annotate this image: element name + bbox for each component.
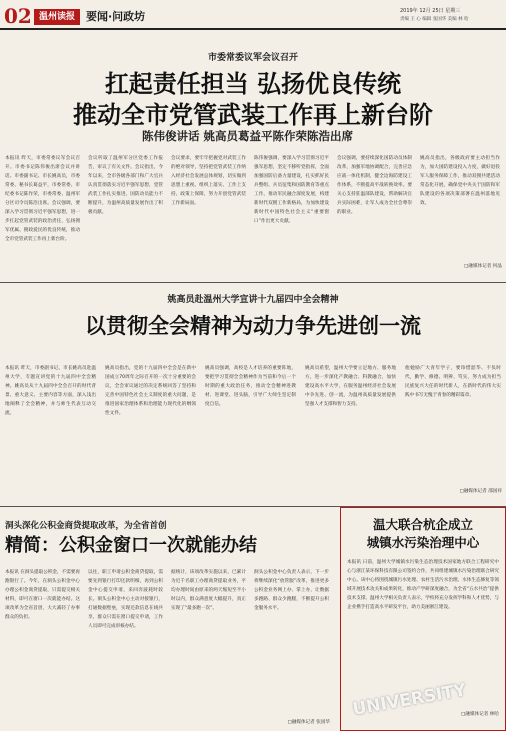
article3-kicker: 洞头深化公积金商贷提取改革，为全省首创 (5, 521, 167, 531)
article2-reporter: □融媒体记者 邵国祥 (459, 489, 502, 494)
article3-column-4: 洞头公积金中心负责人表示，下一步将继续深化“放管服”改革，推进更多公积金业务网上办、掌上办，让数据多跑路、群众少跑腿，不断提升公积金服务水平。 (254, 570, 329, 611)
article4-headline-line1: 温大联合杭企成立 (372, 517, 473, 532)
article1-column-1: 本报讯 昨天，市委常委议军会议召开。市委书记陈伟俊出席会议并讲话。市委副书记、市长姚高员，市委常委、秘书长葛益平，市委常委、市纪委书记陈作荣，市委常委、温州军分区司令员陈浩出席。会议强调，要深入学习贯彻习近平强军思想，进一步扛起党管武装的政治责任，弘扬拥军优属、拥政爱民的优良传统，推动全市党管武装工作再上新台阶。 (5, 156, 80, 242)
article1-headline-line1: 扛起责任担当 弘扬优良传统 (104, 69, 402, 98)
watermark: UNIVERSITY (351, 680, 468, 720)
article1-column-2: 会议听取了温州军分区党委工作报告，审议了有关文件。会议指出，今年以来，全市各级各部门和广大官兵认真贯彻落实习近平强军思想，党管武装工作扎实推进，国防动员能力不断提升，为温州高质量发展作出了积极贡献。 (88, 156, 163, 215)
staff-credits: 责编 王 心 编辑 张国华 美编 林 哈 (400, 17, 469, 22)
article4-headline-line2: 城镇水污染治理中心 (366, 535, 480, 550)
issue-date: 2019年 12月 25日 星期三 (400, 8, 461, 14)
article3-reporter: □融媒体记者 张国华 (287, 720, 330, 725)
article3-column-3: 据统计，该项改革实施以来，已累计为近千名职工办理商贷提取业务，平均办理时间由原来的两天缩短至半小时以内，群众满意度大幅提升，真正实现了“最多跑一次”。 (171, 570, 246, 611)
article1-column-6: 姚高员指出，各级政府要主动担当作为，加大国防建设投入力度，做好退役军人服务保障工作，推动双拥共建活动常态化开展，确保党中央关于国防和军队建设的各项决策部署在温州落地见效。 (420, 156, 500, 206)
article1-kicker: 市委常委议军会议召开 (207, 53, 298, 63)
article2-column-3: 姚高员强调，高校是人才培养的重要阵地，要把学习贯彻全会精神作为当前和今后一个时期的重大政治任务，推动全会精神进教材、进课堂、进头脑，引导广大师生坚定制度自信。 (205, 366, 296, 407)
article2-column-2: 姚高员指出，党的十九届四中全会是在新中国成立70周年之际召开的一次十分重要的会议，全会审议通过的决定系统回答了坚持和完善中国特色社会主义制度的重大问题，是推进国家治理体系和治理能力现代化的纲领性文件。 (105, 366, 196, 416)
article2-column-1: 本报讯 昨天，市委副书记、市长姚高员赴温州大学，专题宣讲党的十九届四中全会精神。姚高员从十九届四中全会召开的时代背景、重大意义、主要内容等方面，深入浅出地阐释了全会精神，并与师生代表互动交流。 (5, 366, 96, 416)
article1-column-4: 陈伟俊强调，要深入学习贯彻习近平强军思想，坚定不移听党指挥，全面加强国防后备力量建设，扎实抓好民兵整组、兵员征集和国防教育等重点工作，推动军民融合深度发展，构建新时代双拥工作新格局，为加快建设新时代中国特色社会主义“重要窗口”作出更大贡献。 (254, 156, 329, 224)
article1-column-3: 会议要求，要牢牢把握党对武装工作的绝对领导，坚持把党管武装工作纳入经济社会发展总体规划，切实做到思想上重视、组织上落实、工作上支持、政策上保障，努力开创党管武装工作新局面。 (171, 156, 246, 206)
article3-headline: 精简：公积金窗口一次就能办结 (5, 535, 257, 556)
article2-column-5: 他勉励广大青年学子，要珍惜韶华、不负时代，勤学、修德、明辨、笃实，努力成为担当民族复兴大任的时代新人，在新时代的伟大实践中书写无愧于青春的精彩篇章。 (405, 366, 501, 398)
article3-column-1: 本报讯 在洞头提取公积金，不需要再跑银行了。今年，在洞头公积金中心办理公积金商贷提取，只需提交相关材料，即可在窗口一次就能办结。这项改革为全省首创，大大减轻了办事群众的负担。 (5, 570, 80, 620)
article1-column-5: 会议强调，要持续深化国防动员体制改革，加强军地协调配合，完善应急应战一体化机制，健全边海防建设工作体系，不断提高平战转换效率。要关心支持驻温部队建设，帮助解决官兵实际困难，让军人成为全社会尊崇的职业。 (337, 156, 412, 215)
header-rule (0, 28, 506, 30)
newspaper-logo: 温州读报 (34, 9, 80, 25)
section-title: 要闻·问政坊 (86, 10, 146, 23)
article2-headline: 以贯彻全会精神为动力争先进创一流 (85, 313, 421, 338)
article2-kicker: 姚高员赴温州大学宣讲十九届四中全会精神 (167, 295, 339, 305)
article1-byline: 陈伟俊讲话 姚高员葛益平陈作荣陈浩出席 (142, 129, 354, 143)
page-number: 02 (4, 4, 32, 28)
article1-reporter: □融媒体记者 何晶 (464, 264, 502, 269)
article3-column-2: 以往，职工申请公积金商贷提取，需要先到银行打印还款明细，再到公积金中心提交申请，来回奔波耗时较长。洞头公积金中心主动对接银行，打通数据壁垒，实现还款信息在线共享，群众只需在窗口提交申请，工作人员即可完成审核办结。 (88, 570, 163, 629)
article4-reporter: □融媒体记者 林哈 (461, 712, 499, 717)
article2-column-4: 姚高员希望，温州大学要立足地方、服务地方，进一步深化产教融合、科教融合，加快建设高水平大学，在服务温州经济社会发展中争先进、创一流，为温州高质量发展提供坚强人才支撑和智力支持。 (305, 366, 396, 407)
divider (0, 282, 506, 283)
article1-headline-line2: 推动全市党管武装工作再上新台阶 (73, 100, 433, 129)
article4-body: 本报讯 日前，温州大学城镇水污染生态治理技术国家地方联合工程研究中心与浙江某环保科技有限公司签约合作，共同组建城镇水污染治理联合研究中心。该中心将围绕城镇污水处理、农村生活污水治理、水体生态修复等领域开展技术攻关和成果转化，推动产学研深度融合，为全省“五水共治”提供技术支撑。温州大学相关负责人表示，学校将充分发挥学科和人才优势，与企业携手打造高水平研发平台，助力美丽浙江建设。 (347, 560, 499, 610)
